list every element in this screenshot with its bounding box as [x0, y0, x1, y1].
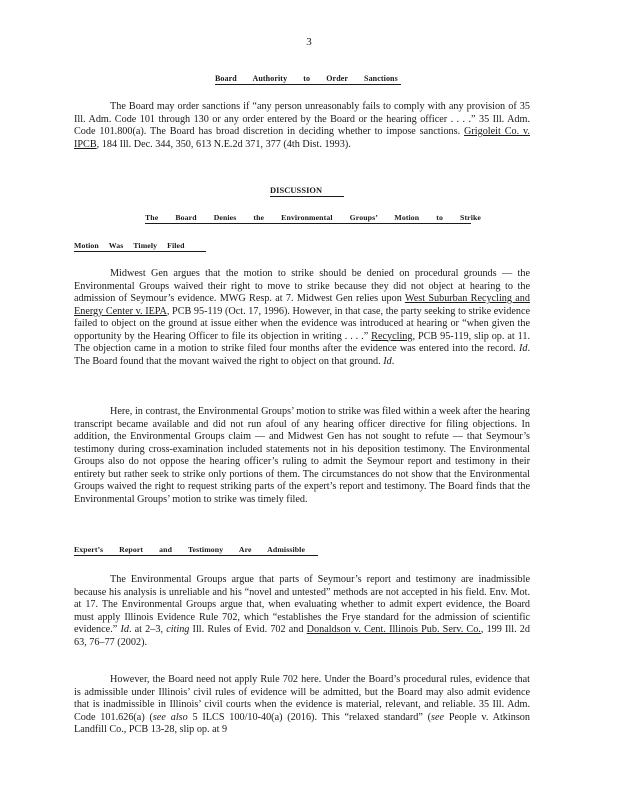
heading-board-authority: Board Authority to Order Sanctions: [215, 74, 401, 85]
page-number: 3: [306, 36, 312, 48]
paragraph-expert-2: However, the Board need not apply Rule 702 here. Under the Board’s procedural rules, evidence that is admissible under Illinois’ civil rules of evidence will be admitted, but the Board may also admit evidence that is inadmissible in Illinois’ civil courts when the evidence is material, relevant, and reliable. 35 Ill. Adm. Code 101.626(a) (see also 5 ILCS 100/10-40(a) (2016). This “relaxed standard” (see People v. Atkinson Landfill Co., PCB 13-28, slip op. at 9: [74, 674, 530, 735]
case-citation: Donaldson v. Cent. Illinois Pub. Serv. Co.: [306, 624, 481, 635]
case-citation: Recycling: [371, 330, 413, 342]
paragraph-expert-1: The Environmental Groups argue that parts of Seymour’s report and testimony are inadmissible because his analysis is unreliable and his “novel and untested” methods are not accepted in his field. Env. Mot. at 17. The Environmental Groups argue that, when evaluating whether to admit expert evidence, the Board must apply Illinois Evidence Rule 702, which “establishes the Frye standard for the admission of scientific evidence.” Id. at 2–3, citing Ill. Rules of Evid. 702 and Donaldson v. Cent. Illinois Pub. Serv. Co., 199 Ill. 2d 63, 76–77 (2002).: [74, 574, 530, 648]
heading-timely-filed: Motion Was Timely Filed: [74, 241, 206, 252]
paragraph-timely-1: Midwest Gen argues that the motion to strike should be denied on procedural grounds — the Environmental Groups waived their right to move to strike because they did not object at hearing to the admission of Seymour’s evidence. MWG Resp. at 7. Midwest Gen relies upon West Suburban Recycling and Energy Center v. IEPA, PCB 95-119 (Oct. 17, 1996). However, in that case, the party seeking to strike evidence failed to object on the ground at issue either when the evidence was introduced at hearing or “when given the opportunity by the Hearing Officer to file its objection in writing . . . .” Recycling, PCB 95-119, slip op. at 11. The objection came in a motion to strike filed four months after the evidence was entered into the record. Id. The Board found that the movant waived the right to object on that ground. Id.: [74, 268, 530, 367]
heading-discussion: DISCUSSION: [270, 186, 344, 197]
paragraph-board-authority: The Board may order sanctions if “any person unreasonably fails to comply with any provision of 35 Ill. Adm. Code 101 through 130 or any order entered by the Board or the hearing officer . . . .” 35 Ill. Adm. Code 101.800(a). The Board has broad discretion in deciding whether to impose sanctions. Grigoleit Co. v. IPCB, 184 Ill. Dec. 344, 350, 613 N.E.2d 371, 377 (4th Dist. 1993).: [74, 101, 530, 150]
heading-motion-to-strike: The Board Denies the Environmental Groups’ Motion to Strike: [145, 213, 481, 222]
paragraph-timely-2: Here, in contrast, the Environmental Groups’ motion to strike was filed within a week after the hearing transcript became available and did not run afoul of any hearing officer directive for filing objections. In addition, the Environmental Groups claim — and Midwest Gen has not sought to refute — that Seymour’s testimony during cross-examination included statements not in his deposition testimony. The Environmental Groups also do not oppose the hearing officer’s ruling to admit the Seymour report and testimony in their entirety but rather seek to strike only portions of them. The circumstances do not show that the Environmental Groups waived the right to request striking parts of the expert’s report and testimony. The Board finds that the Environmental Groups’ motion to strike was timely filed.: [74, 406, 530, 505]
case-citation: Grigoleit Co. v. IPCB: [74, 126, 530, 150]
heading-expert-admissible: Expert’s Report and Testimony Are Admissible: [74, 545, 318, 556]
case-citation: West Suburban Recycling and Energy Center v. IEPA: [74, 293, 530, 317]
